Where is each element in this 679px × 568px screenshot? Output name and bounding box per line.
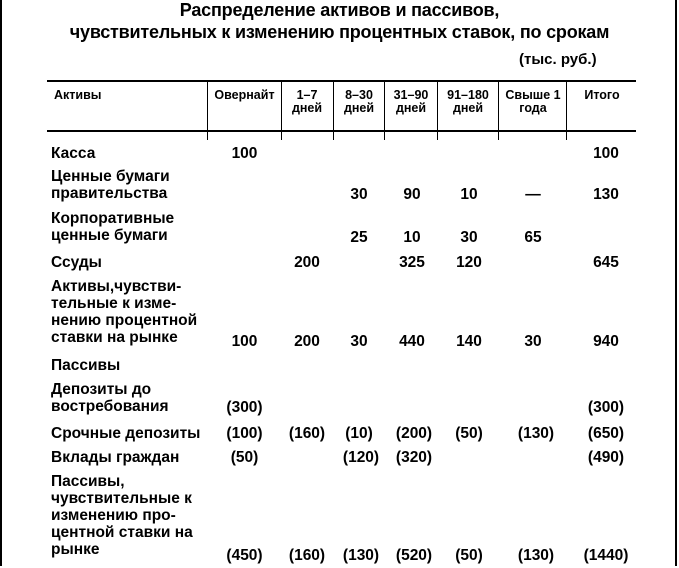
header-8-30: 8–30 дней <box>343 88 375 115</box>
cell-over-1y: (130) <box>517 425 555 442</box>
cell-1-7: 200 <box>294 333 320 350</box>
row-label: Вклады граждан <box>51 449 180 466</box>
col-sep <box>566 80 567 140</box>
cell-total: (1440) <box>583 547 629 564</box>
header-top-rule <box>47 80 636 82</box>
row-label: Депозиты до востребования <box>51 381 169 415</box>
row-label: Ссуды <box>51 254 102 271</box>
header-over-1y: Свыше 1 года <box>505 88 561 115</box>
header-overnight: Овернайт <box>214 88 275 102</box>
units-label: (тыс. руб.) <box>519 51 597 68</box>
table-title-line2: чувствительных к изменению процентных ставок, по срокам <box>69 22 610 42</box>
cell-over-1y: (130) <box>517 547 555 564</box>
cell-31-90: 325 <box>399 254 425 271</box>
row-label: Корпоративные ценные бумаги <box>51 210 175 244</box>
cell-1-7: (160) <box>288 425 326 442</box>
cell-8-30: (120) <box>342 449 380 466</box>
cell-91-180: (50) <box>455 547 483 564</box>
col-sep <box>384 80 385 140</box>
table-title-line1: Распределение активов и пассивов, <box>179 0 500 20</box>
cell-8-30: (10) <box>345 425 373 442</box>
cell-overnight: (450) <box>226 547 263 564</box>
cell-91-180: 140 <box>456 333 482 350</box>
row-label: Ценные бумаги правительства <box>51 168 170 202</box>
cell-91-180: 30 <box>460 229 478 246</box>
header-bottom-rule <box>47 130 636 132</box>
cell-total: 940 <box>593 333 619 350</box>
cell-over-1y: 30 <box>524 333 542 350</box>
header-91-180: 91–180 дней <box>447 88 489 115</box>
cell-1-7: 200 <box>294 254 320 271</box>
header-assets: Активы <box>54 88 102 102</box>
cell-31-90: (520) <box>395 547 433 564</box>
row-label: Касса <box>51 145 96 162</box>
cell-8-30: (130) <box>342 547 380 564</box>
header-total: Итого <box>584 88 620 102</box>
cell-8-30: 30 <box>350 333 368 350</box>
cell-overnight: (50) <box>230 449 259 466</box>
cell-31-90: 440 <box>399 333 425 350</box>
cell-total: 645 <box>593 254 619 271</box>
row-label: Пассивы, чувствительные к изменению про-центной ставки на рынке <box>51 473 193 558</box>
cell-over-1y: — <box>525 186 541 203</box>
cell-total: (650) <box>587 425 625 442</box>
cell-1-7: (160) <box>288 547 326 564</box>
cell-overnight: (300) <box>226 399 263 416</box>
header-31-90: 31–90 дней <box>393 88 429 115</box>
cell-91-180: 120 <box>456 254 482 271</box>
cell-31-90: 90 <box>403 186 421 203</box>
cell-total: (300) <box>587 399 625 416</box>
col-sep <box>498 80 499 140</box>
cell-31-90: 10 <box>403 229 421 246</box>
cell-91-180: (50) <box>455 425 483 442</box>
cell-overnight: 100 <box>231 333 258 350</box>
col-sep <box>437 80 438 140</box>
cell-overnight: 100 <box>231 145 258 162</box>
col-sep <box>281 80 282 140</box>
header-1-7: 1–7 дней <box>291 88 323 115</box>
row-label: Пассивы <box>51 357 121 374</box>
cell-overnight: (100) <box>226 425 263 442</box>
cell-8-30: 30 <box>350 186 368 203</box>
col-sep <box>333 80 334 140</box>
cell-91-180: 10 <box>460 186 478 203</box>
row-label: Срочные депозиты <box>51 425 201 442</box>
cell-8-30: 25 <box>350 229 368 246</box>
cell-over-1y: 65 <box>524 229 542 246</box>
row-label: Активы,чувстви-тельные к изме-нению процентной ставки на рынке <box>51 278 198 346</box>
cell-total: (490) <box>587 449 625 466</box>
cell-31-90: (200) <box>395 425 433 442</box>
cell-total: 130 <box>593 186 619 203</box>
cell-total: 100 <box>593 145 619 162</box>
cell-31-90: (320) <box>395 449 433 466</box>
